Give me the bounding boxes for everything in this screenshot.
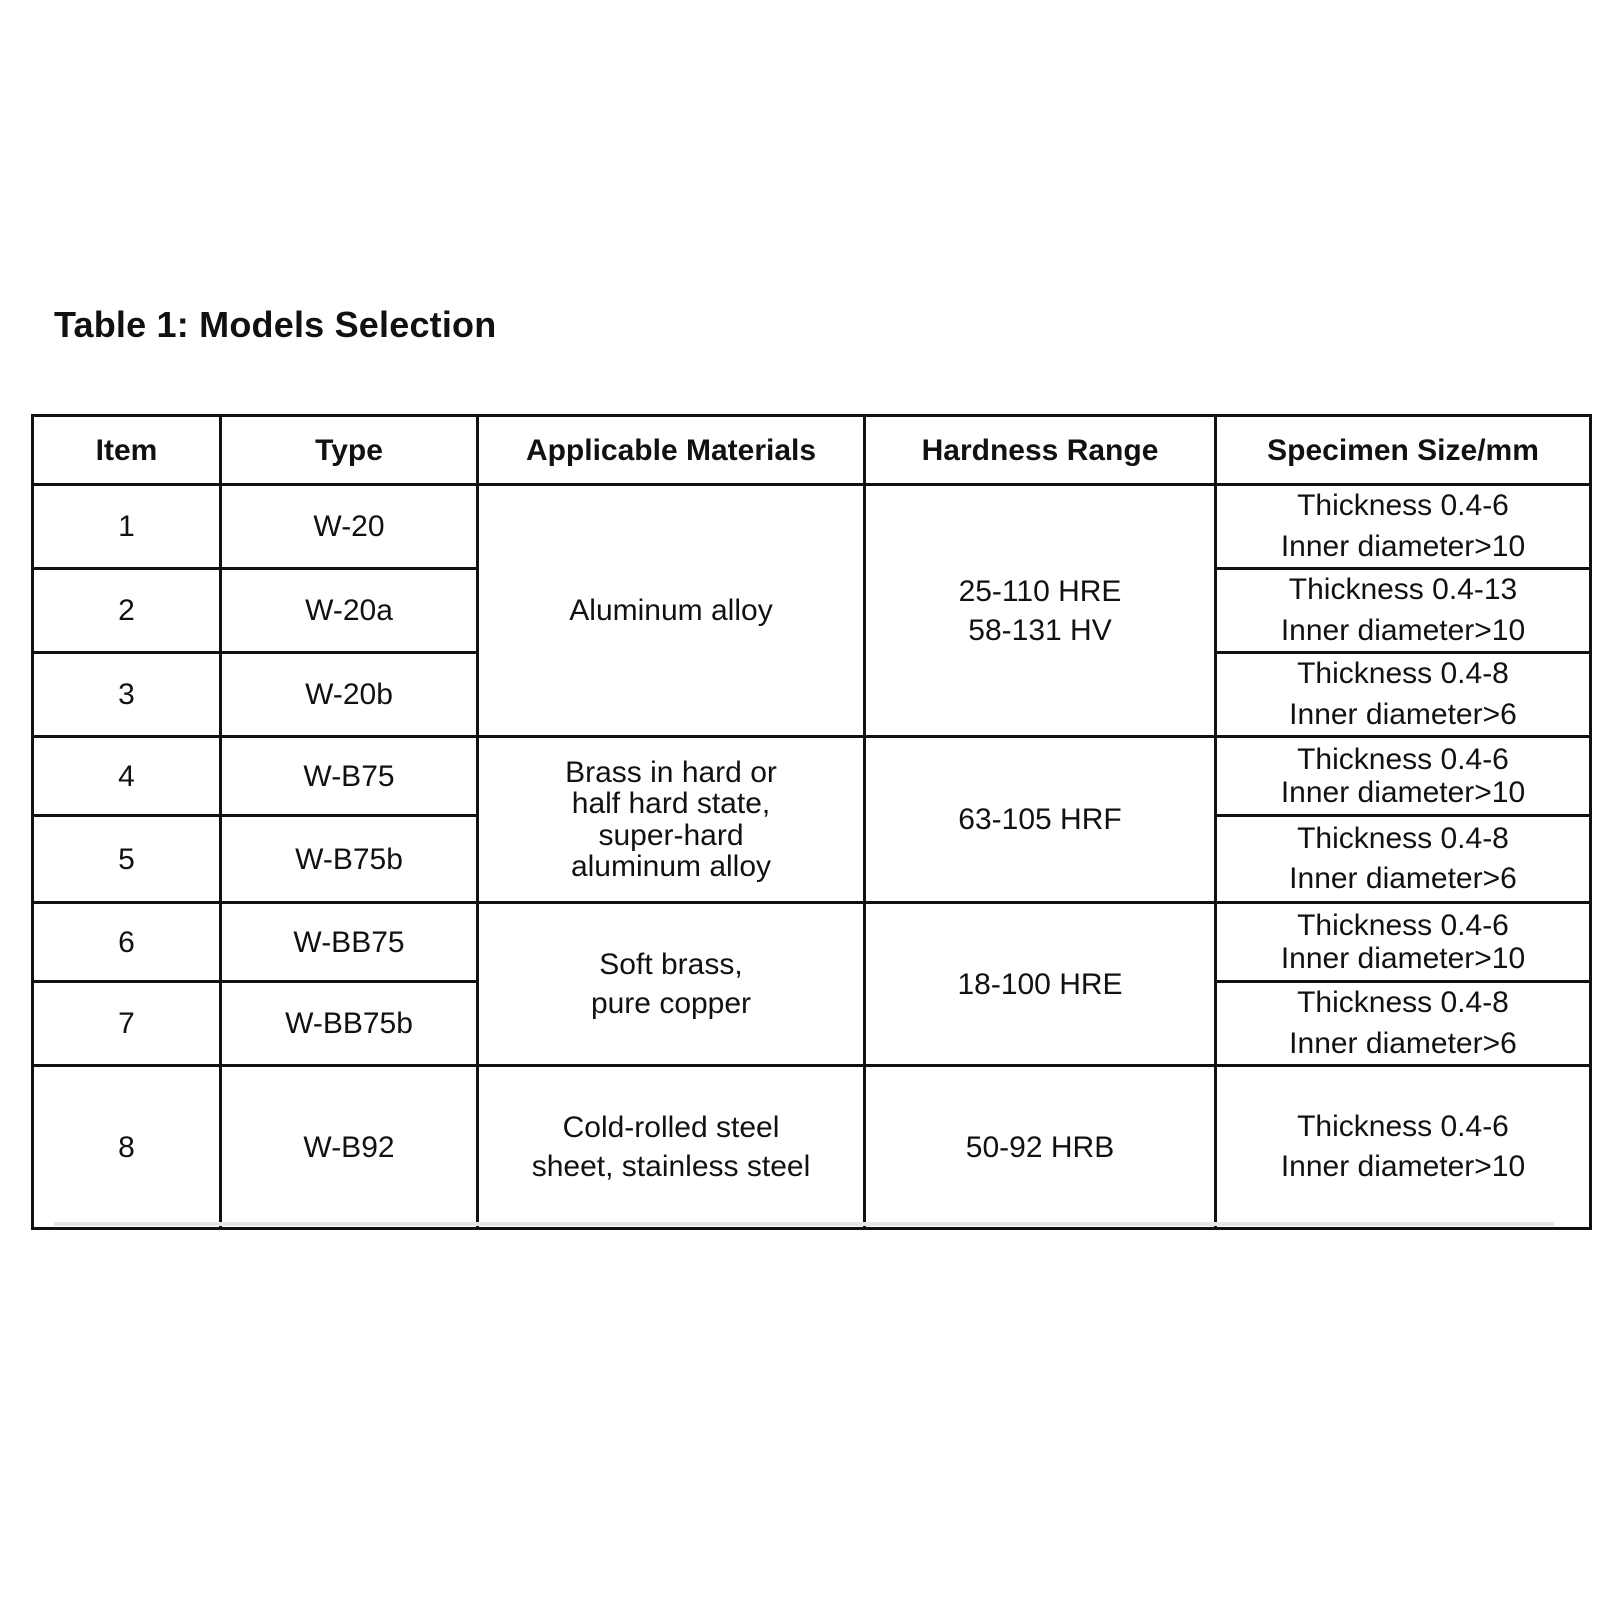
cell-type: W-20	[221, 485, 478, 569]
cell-type: W-B75b	[221, 816, 478, 903]
spec-inner-diameter: Inner diameter>6	[1289, 697, 1517, 731]
cell-item: 7	[33, 982, 221, 1066]
cell-type: W-B92	[221, 1066, 478, 1229]
spec-thickness: Thickness 0.4-8	[1297, 657, 1509, 690]
materials-line: Brass in hard or	[565, 755, 777, 789]
cell-hardness	[865, 903, 1216, 1066]
header-specimen-size: Specimen Size/mm	[1216, 416, 1591, 485]
cell-item: 5	[33, 816, 221, 903]
spec-inner-diameter: Inner diameter>10	[1280, 942, 1526, 975]
cell-item: 6	[33, 903, 221, 982]
materials-line: sheet, stainless steel	[531, 1150, 811, 1183]
hardness-line: 63-105 HRF	[958, 803, 1122, 836]
cell-item: 8	[33, 1066, 221, 1229]
materials-line: super-hard	[598, 818, 744, 852]
spec-inner-diameter: Inner diameter>6	[1289, 1026, 1517, 1060]
page-title: Table 1: Models Selection	[54, 304, 497, 345]
cell-materials	[478, 903, 865, 1066]
spec-thickness: Thickness 0.4-8	[1297, 986, 1509, 1019]
header-hardness-range: Hardness Range	[865, 416, 1216, 485]
cell-specimen-size	[1216, 1066, 1591, 1229]
table-header-row	[33, 416, 1591, 485]
materials-line: pure copper	[590, 987, 752, 1020]
cell-specimen-size	[1216, 816, 1591, 903]
spec-thickness: Thickness 0.4-13	[1288, 573, 1518, 606]
header-applicable-materials: Applicable Materials	[478, 416, 865, 485]
cell-specimen-size	[1216, 903, 1591, 982]
materials-line: Soft brass,	[599, 948, 743, 981]
materials-line: Cold-rolled steel	[562, 1111, 780, 1144]
cell-item: 2	[33, 569, 221, 653]
cell-hardness	[865, 737, 1216, 903]
cell-specimen-size	[1216, 982, 1591, 1066]
table-row	[33, 485, 1591, 569]
materials-line: half hard state,	[571, 787, 771, 820]
cell-type: W-BB75	[221, 903, 478, 982]
hardness-line: 18-100 HRE	[957, 967, 1123, 1001]
cell-specimen-size	[1216, 737, 1591, 816]
hardness-line: 58-131 HV	[968, 613, 1112, 647]
cell-type: W-B75	[221, 737, 478, 816]
table-row	[33, 903, 1591, 982]
table-bottom-divider	[54, 1222, 1554, 1226]
cell-materials	[478, 1066, 865, 1229]
spec-inner-diameter: Inner diameter>10	[1280, 776, 1526, 809]
materials-line: aluminum alloy	[570, 850, 772, 883]
cell-materials	[478, 485, 865, 737]
cell-item: 1	[33, 485, 221, 569]
spec-thickness: Thickness 0.4-6	[1297, 743, 1509, 776]
models-table	[31, 414, 1592, 1230]
spec-inner-diameter: Inner diameter>10	[1280, 529, 1526, 563]
cell-materials	[478, 737, 865, 903]
cell-hardness	[865, 485, 1216, 737]
cell-item: 3	[33, 653, 221, 737]
header-type: Type	[221, 416, 478, 485]
cell-item: 4	[33, 737, 221, 816]
spec-thickness: Thickness 0.4-6	[1297, 1109, 1509, 1143]
spec-thickness: Thickness 0.4-6	[1297, 909, 1509, 942]
cell-type: W-20b	[221, 653, 478, 737]
cell-type: W-20a	[221, 569, 478, 653]
spec-inner-diameter: Inner diameter>6	[1289, 862, 1517, 895]
hardness-line: 25-110 HRE	[958, 574, 1122, 608]
table-row	[33, 737, 1591, 816]
cell-specimen-size	[1216, 485, 1591, 569]
spec-inner-diameter: Inner diameter>10	[1280, 1150, 1526, 1183]
header-item: Item	[33, 416, 221, 485]
cell-hardness	[865, 1066, 1216, 1229]
cell-specimen-size	[1216, 569, 1591, 653]
cell-type: W-BB75b	[221, 982, 478, 1066]
spec-thickness: Thickness 0.4-6	[1297, 489, 1509, 522]
materials-line: Aluminum alloy	[569, 594, 773, 627]
spec-thickness: Thickness 0.4-8	[1297, 821, 1509, 855]
cell-specimen-size	[1216, 653, 1591, 737]
table-row	[33, 1066, 1591, 1229]
spec-inner-diameter: Inner diameter>10	[1280, 613, 1526, 647]
hardness-line: 50-92 HRB	[965, 1130, 1115, 1164]
